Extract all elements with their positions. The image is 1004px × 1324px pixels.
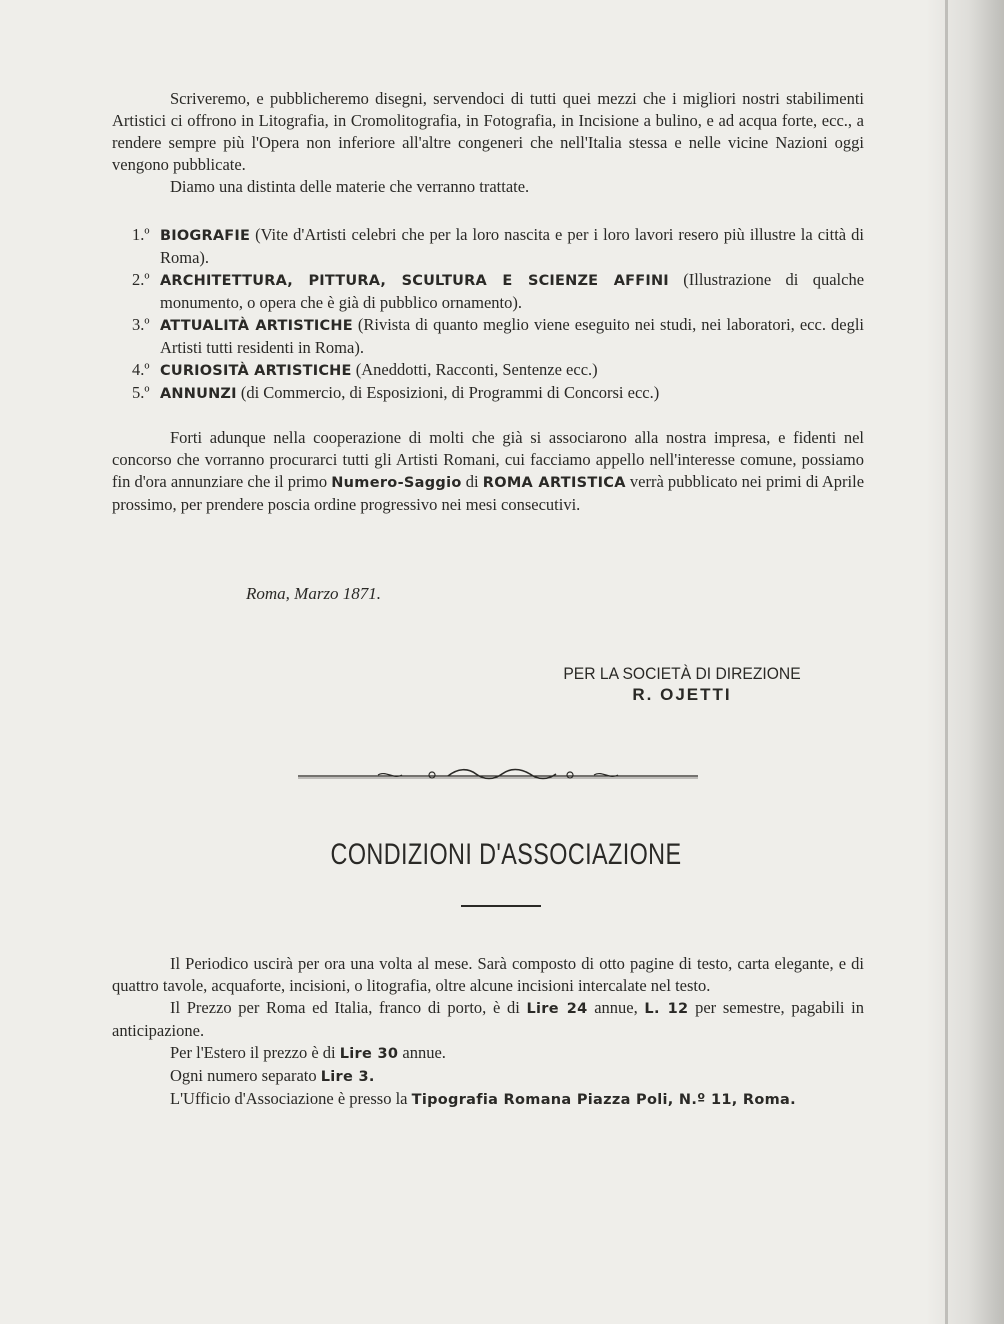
closing-section	[112, 427, 864, 516]
conditions-section	[112, 953, 864, 1111]
date-line: Roma, Marzo 1871.	[246, 584, 382, 603]
condition-single-issue: Ogni numero separato Lire 3.	[170, 1066, 375, 1085]
closing-paragraph: Forti adunque nella cooperazione di molti che già si associarono alla nostra impresa, e fidenti nel concorso che vorranno procurarci tutti gli Artisti Romani, cui facciamo appello nell'interesse comune, possiamo fin d'ora annunziare che il primo Numero-Saggio di ROMA ARTISTICA verrà pubblicato nei primi di Aprile prossimo, per prendere poscia ordine progressivo nei mesi consecutivi.	[112, 428, 865, 514]
title-underline	[461, 905, 541, 907]
subject-item: 2.º ARCHITETTURA, PITTURA, SCULTURA E SCIENZE AFFINI (Illustrazione di qualche monumento, o opera che è già di pubblico ornamento).	[132, 270, 865, 312]
subject-item: 4.º CURIOSITÀ ARTISTICHE (Aneddotti, Racconti, Sentenze ecc.)	[132, 360, 598, 379]
subject-item: 1.º BIOGRAFIE (Vite d'Artisti celebri che per la loro nascita e per i loro lavori resero più illustre la città di Roma).	[132, 225, 864, 267]
section-title: CONDIZIONI D'ASSOCIAZIONE	[330, 838, 682, 871]
subject-item: 5.º ANNUNZI (di Commercio, di Esposizioni, di Programmi di Concorsi ecc.)	[132, 383, 660, 402]
signature-society: PER LA SOCIETÀ DI DIREZIONE	[563, 664, 801, 683]
subject-item: 3.º ATTUALITÀ ARTISTICHE (Rivista di quanto meglio viene eseguito nei studi, nei laboratori, ecc. degli Artisti tutti residenti in Roma).	[132, 315, 865, 357]
intro-paragraph: Scriveremo, e pubblicheremo disegni, servendoci di tutti quei mezzi che i migliori nostri stabilimenti Artistici ci offrono in Litografia, in Cromolitografia, in Fotografia, in Incisione a bulino, e ad acqua forte, ecc., a rendere sempre più l'Opera non inferiore all'altre congeneri che nell'Italia stessa e nelle vicine Nazioni oggi vengono pubblicate.	[112, 89, 864, 174]
condition-price-abroad: Per l'Estero il prezzo è di Lire 30 annue.	[170, 1043, 446, 1062]
subjects-list	[112, 224, 864, 405]
page-fold-line	[945, 0, 948, 1324]
ornament-divider	[298, 766, 698, 786]
intro-section	[112, 88, 864, 198]
condition-office: L'Ufficio d'Associazione è presso la Tipografia Romana Piazza Poli, N.º 11, Roma.	[170, 1089, 796, 1108]
page-edge-shadow	[926, 0, 1004, 1324]
condition-price-italy: Il Prezzo per Roma ed Italia, franco di porto, è di Lire 24 annue, L. 12 per semestre, pagabili in anticipazione.	[112, 998, 864, 1040]
signature-block	[551, 663, 813, 705]
condition-periodicity: Il Periodico uscirà per ora una volta al mese. Sarà composto di otto pagine di testo, carta elegante, e di quattro tavole, acquaforte, incisioni, o litografia, oltre alcune incisioni intercalate nel testo.	[112, 954, 864, 995]
intro-list-lead: Diamo una distinta delle materie che verranno trattate.	[170, 177, 530, 196]
signature-name: R. OJETTI	[632, 685, 732, 704]
